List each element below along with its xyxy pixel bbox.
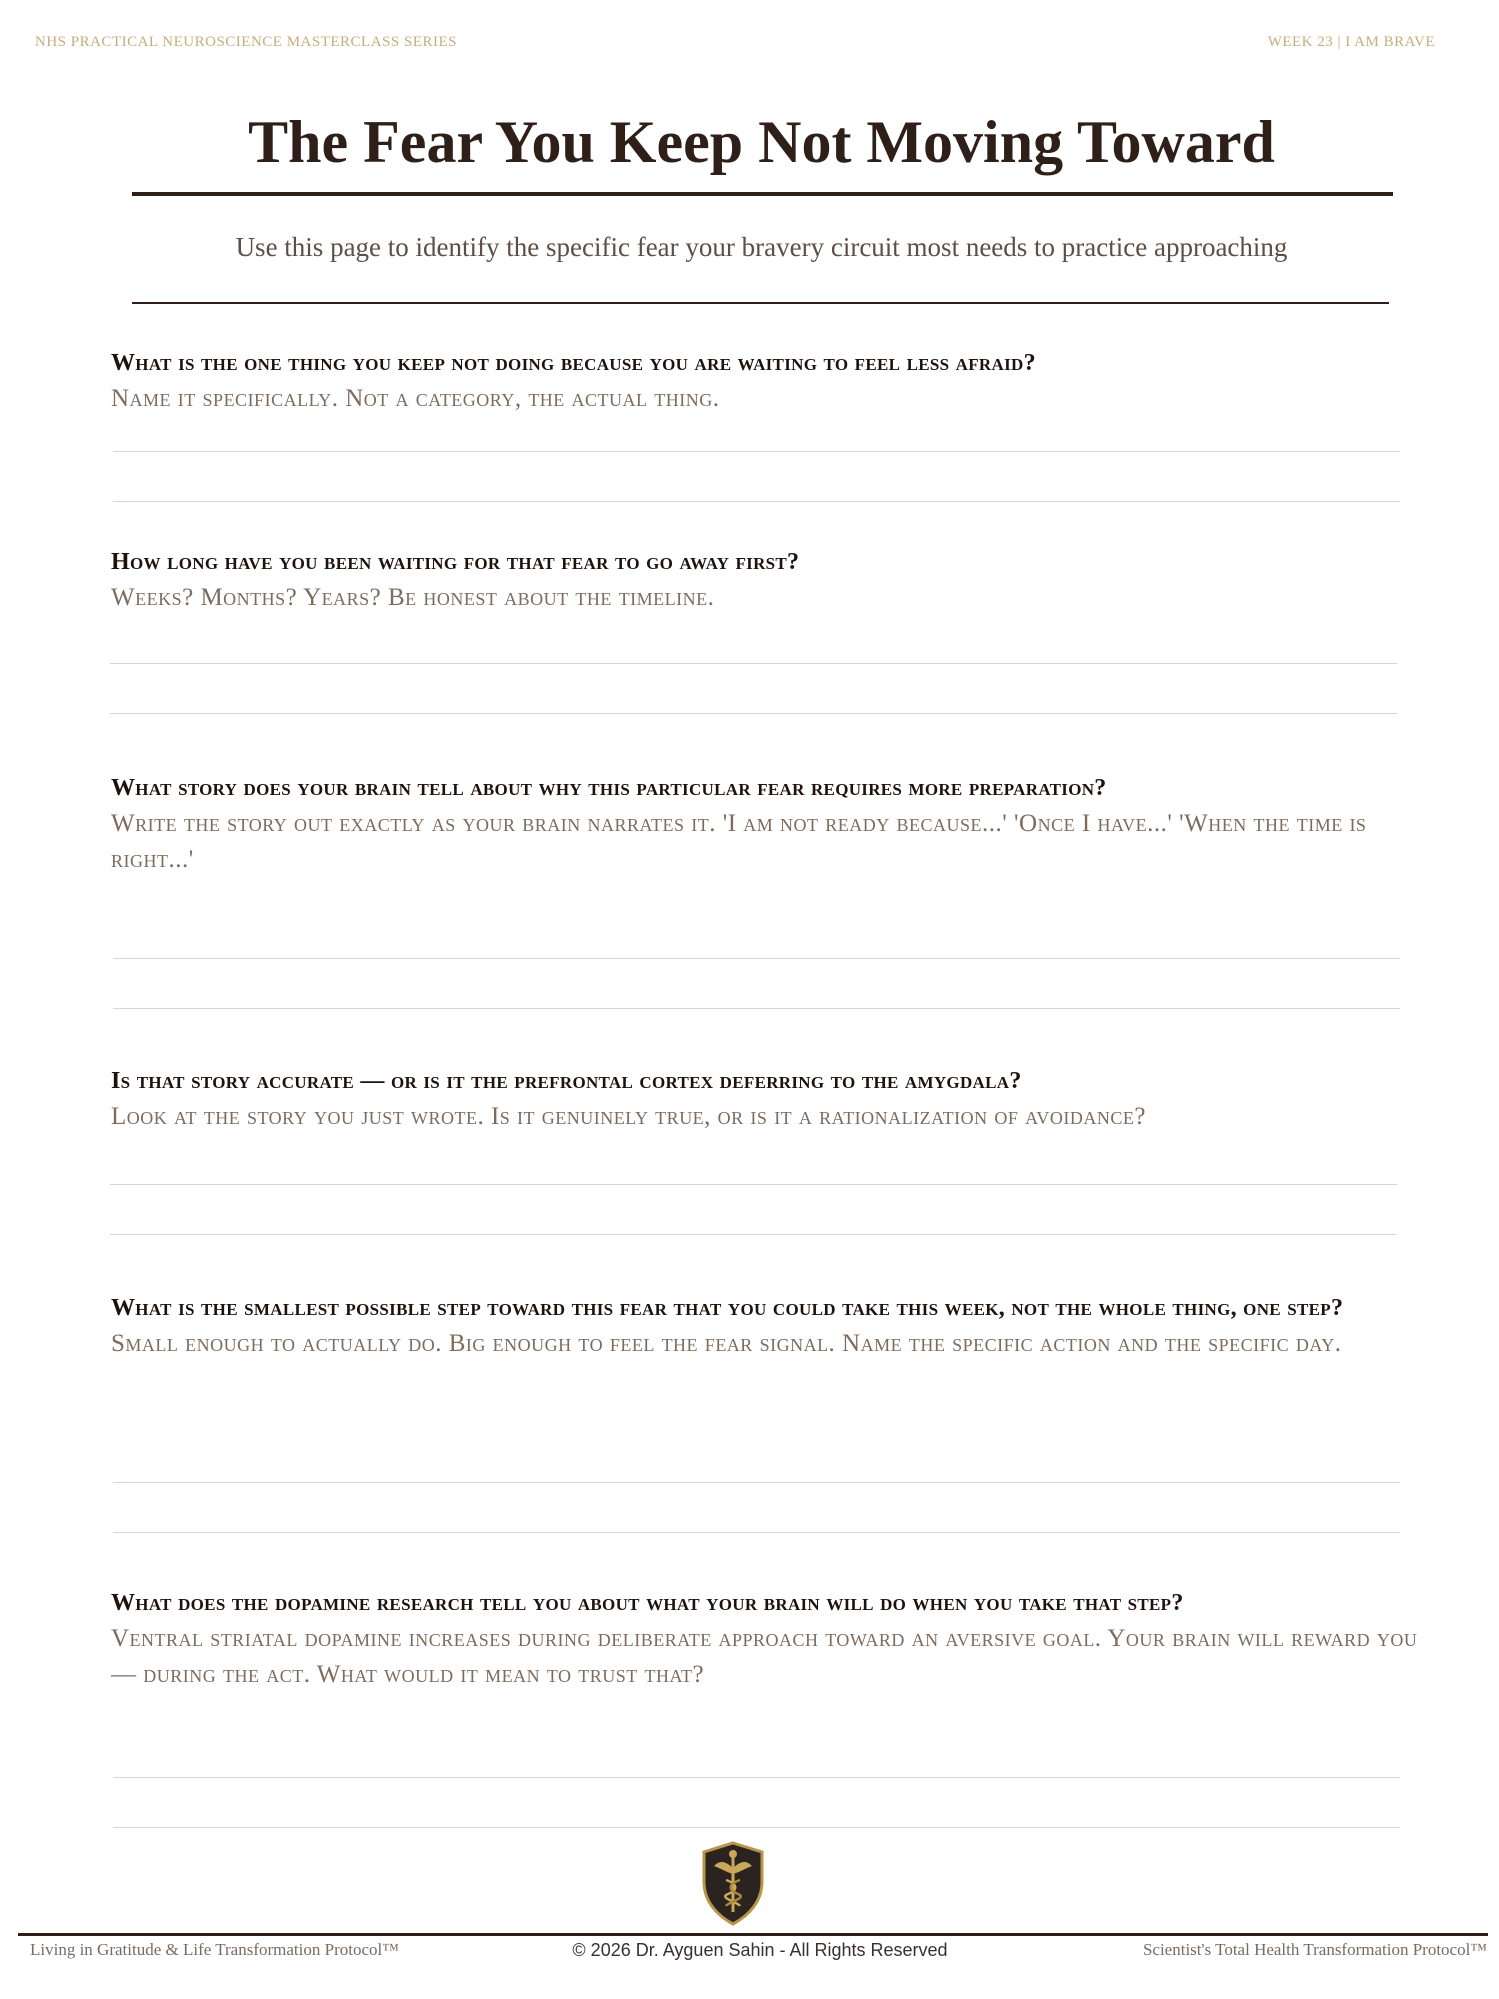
question-heading: How long have you been waiting for that fear to go away first? <box>111 549 800 575</box>
question-prompt: Small enough to actually do. Big enough to feel the fear signal. Name the specific action and the specific day. <box>111 1330 1342 1357</box>
answer-line[interactable] <box>113 1482 1400 1483</box>
footer-divider <box>18 1933 1488 1936</box>
question-heading: What is the smallest possible step toward this fear that you could take this week, not the whole thing, one step? <box>111 1295 1344 1321</box>
question-block <box>111 771 1431 878</box>
question-heading: What is the one thing you keep not doing because you are waiting to feel less afraid? <box>111 350 1036 376</box>
question-prompt: Ventral striatal dopamine increases during deliberate approach toward an aversive goal. Your brain will reward you — during the act. What would it mean to trust that? <box>111 1625 1418 1688</box>
answer-line[interactable] <box>113 958 1400 959</box>
answer-line[interactable] <box>110 663 1397 664</box>
question-block <box>111 346 1431 417</box>
answer-line[interactable] <box>110 1184 1397 1185</box>
answer-line[interactable] <box>113 501 1400 502</box>
question-prompt: Name it specifically. Not a category, the actual thing. <box>111 385 720 412</box>
question-prompt: Weeks? Months? Years? Be honest about the timeline. <box>111 584 715 611</box>
caduceus-shield-icon <box>700 1840 766 1928</box>
series-label: NHS PRACTICAL NEUROSCIENCE MASTERCLASS SERIES <box>35 34 457 50</box>
page-subtitle: Use this page to identify the specific fear your bravery circuit most needs to practice approaching <box>235 232 1288 262</box>
answer-line[interactable] <box>113 1777 1400 1778</box>
question-heading: What does the dopamine research tell you about what your brain will do when you take that step? <box>111 1590 1184 1616</box>
answer-line[interactable] <box>110 713 1397 714</box>
question-block <box>111 545 1431 616</box>
week-label: WEEK 23 | I AM BRAVE <box>1267 34 1435 50</box>
footer-right-text: Scientist's Total Health Transformation Protocol™ <box>1142 1940 1487 1959</box>
question-block <box>111 1064 1461 1135</box>
question-heading: Is that story accurate — or is it the prefrontal cortex deferring to the amygdala? <box>111 1068 1022 1094</box>
title-divider <box>132 192 1393 196</box>
answer-line[interactable] <box>113 1532 1400 1533</box>
question-block <box>111 1586 1431 1693</box>
answer-line[interactable] <box>113 1008 1400 1009</box>
answer-line[interactable] <box>110 1234 1397 1235</box>
footer-left-text: Living in Gratitude & Life Transformation Protocol™ <box>30 1940 399 1959</box>
copyright-text: © 2026 Dr. Ayguen Sahin - All Rights Reserved <box>572 1940 948 1960</box>
question-prompt: Look at the story you just wrote. Is it genuinely true, or is it a rationalization of avoidance? <box>111 1103 1146 1130</box>
page-title: The Fear You Keep Not Moving Toward <box>248 109 1275 175</box>
answer-line[interactable] <box>113 1827 1400 1828</box>
subtitle-divider <box>132 302 1389 304</box>
question-heading: What story does your brain tell about why this particular fear requires more preparation? <box>111 775 1107 801</box>
question-prompt: Write the story out exactly as your brain narrates it. 'I am not ready because...' 'Once I have...' 'When the time is right...' <box>111 810 1367 873</box>
question-block <box>111 1291 1431 1362</box>
answer-line[interactable] <box>113 451 1400 452</box>
